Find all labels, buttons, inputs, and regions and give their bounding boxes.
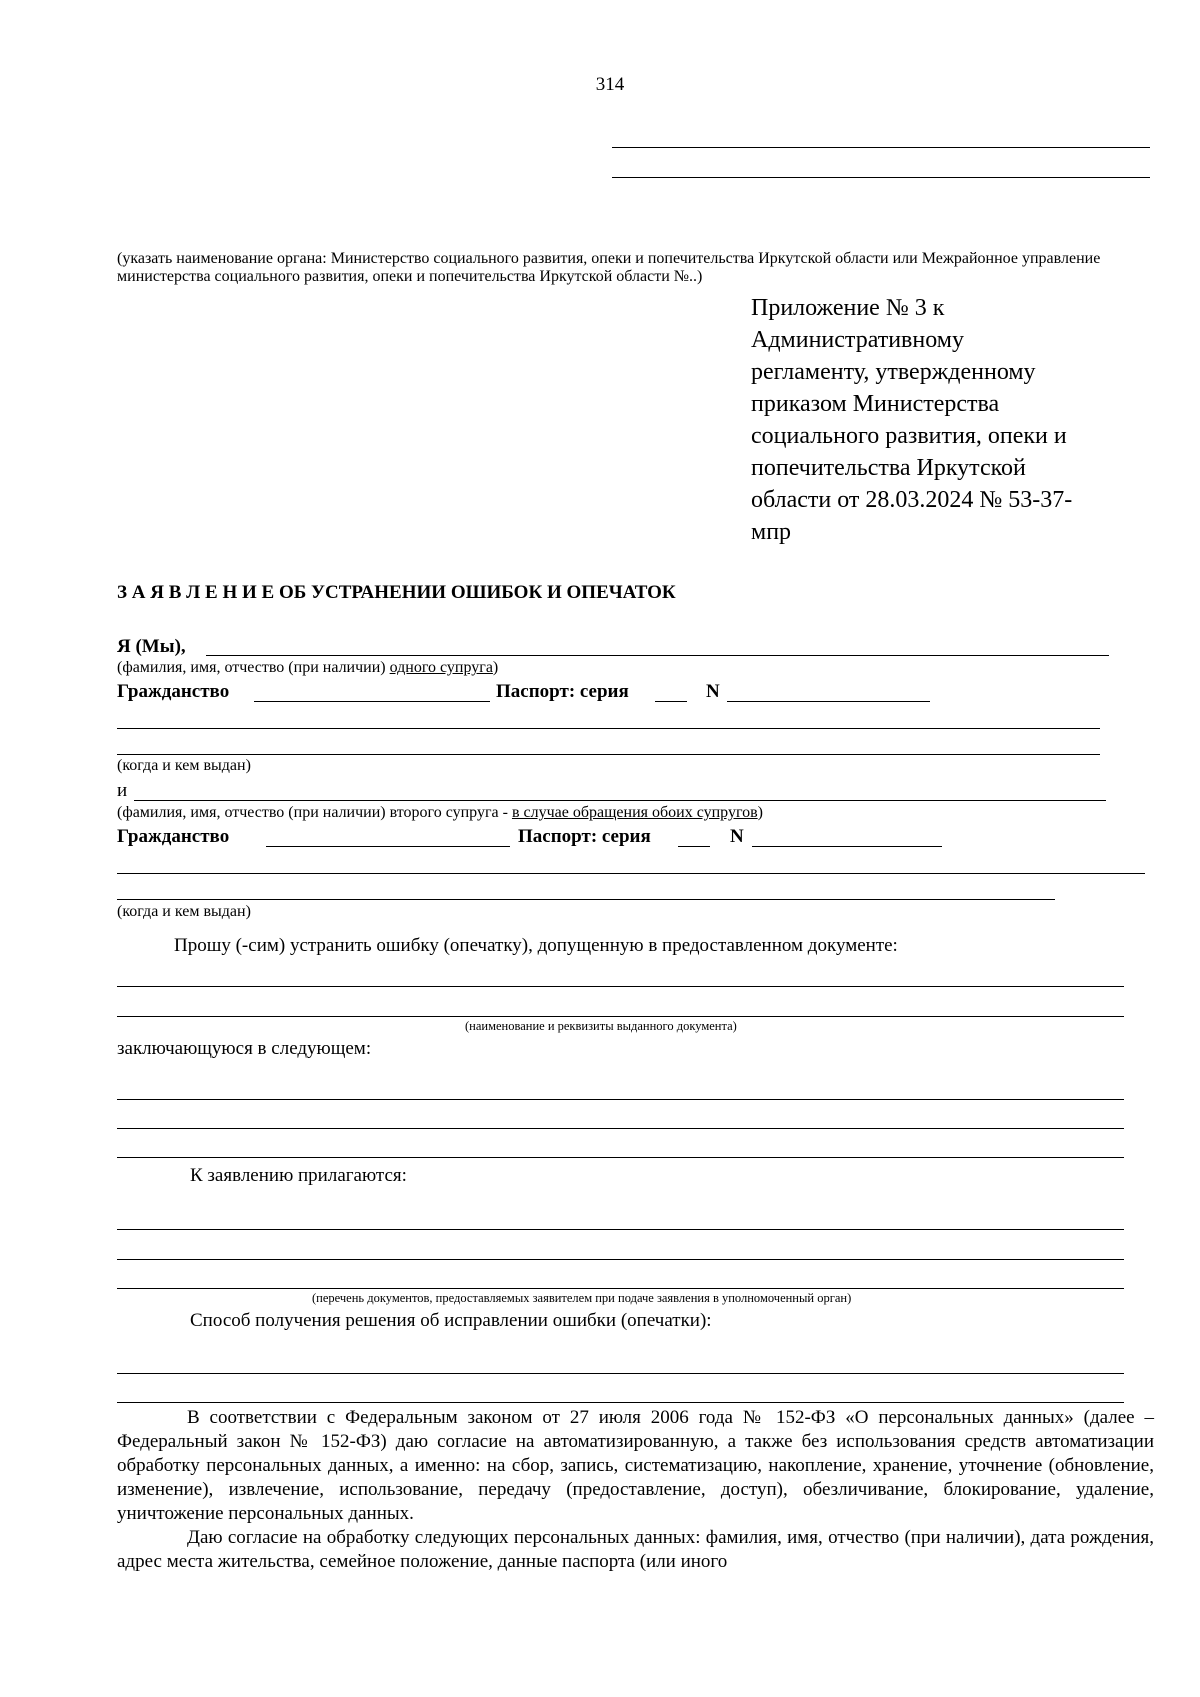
appendix-block [751,292,1171,548]
appendix-line: мпр [751,519,792,545]
passport-label-1 [496,681,629,703]
issued-line-2a[interactable] [117,873,1145,874]
page-number: 314 [595,74,625,95]
attached-text: К заявлению прилагаются: [190,1165,407,1186]
addressee-line-1 [612,147,1150,148]
and-label: и [117,780,128,801]
document-line-2[interactable] [117,1016,1124,1017]
series-field-1[interactable] [655,701,687,702]
citizenship-field-2[interactable] [266,846,510,847]
request-text: Прошу (-сим) устранить ошибку (опечатку), допущенную в предоставленном документе: [174,935,898,956]
consisting-line-1[interactable] [117,1099,1124,1100]
consisting-line-2[interactable] [117,1128,1124,1129]
method-line-1[interactable] [117,1373,1124,1374]
consent-paragraph-2: Даю согласие на обработку следующих персональных данных: фамилия, имя, отчество (при наличии), дата рождения, адрес места жительства, семейное положение, данные паспорта (или иного [117,1527,1154,1572]
consent-block [117,1406,1154,1574]
citizenship-label-2: Гражданство [117,826,230,847]
spouse2-caption-link: в случае обращения обоих супругов [511,804,758,821]
number-field-2[interactable] [752,846,942,847]
number-field-1[interactable] [727,701,930,702]
document-line-1[interactable] [117,986,1124,987]
consisting-line-3[interactable] [117,1157,1124,1158]
issued-caption-2: (когда и кем выдан) [117,903,251,920]
spouse1-caption [117,659,498,677]
attached-caption: (перечень документов, предоставляемых заявителем при подаче заявления в уполномоченный орган) [312,1291,852,1305]
issued-line-1a[interactable] [117,728,1100,729]
authority-note: (указать наименование органа: Министерство социального развития, опеки и попечительства Иркутской области или Межрайонное управление министерства социального развития, опеки и попечительства Иркутской области №..) [117,250,1101,285]
appendix-line: социального развития, опеки и [751,423,1067,449]
series-word: : серия [590,826,651,847]
citizenship-label-1: Гражданство [117,681,230,702]
form-title: З А Я В Л Е Н И Е ОБ УСТРАНЕНИИ ОШИБОК И ОПЕЧАТОК [117,582,676,603]
consent-paragraph-1: В соответствии с Федеральным законом от 27 июля 2006 года № 152-ФЗ «О персональных данных» (далее – Федеральный закон № 152-ФЗ) даю согласие на автоматизированную, а также без использования средств автоматизации обработку персональных данных, а именно: на сбор, запись, систематизацию, накопление, хранение, уточнение (обновление, изменение), извлечение, использование, передачу (предоставление, доступ), обезличивание, блокирование, удаление, уничтожение персональных данных. [117,1407,1154,1524]
method-text: Способ получения решения об исправлении ошибки (опечатки): [190,1310,712,1331]
passport-label-2 [518,826,651,848]
addressee-line-2 [612,177,1150,178]
issued-line-2b[interactable] [117,899,1055,900]
appendix-line: приказом Министерства [751,391,1000,417]
number-label-1: N [706,681,720,702]
consisting-text: заключающуюся в следующем: [117,1038,372,1059]
i-we-label: Я (Мы), [117,636,186,657]
issued-line-1b[interactable] [117,754,1100,755]
spouse1-caption-suffix: ) [492,659,499,676]
spouse2-caption [117,804,763,822]
spouse2-caption-suffix: ) [757,804,763,821]
spouse2-name-field[interactable] [134,800,1106,801]
method-line-2[interactable] [117,1402,1124,1403]
series-field-2[interactable] [678,846,710,847]
appendix-line: области от 28.03.2024 № 53-37- [751,487,1073,513]
attached-line-2[interactable] [117,1259,1124,1260]
appendix-line: Приложение № 3 к [751,295,945,321]
attached-line-1[interactable] [117,1229,1124,1230]
spouse1-caption-prefix: (фамилия, имя, отчество (при наличии) [117,659,386,676]
appendix-line: попечительства Иркутской [751,455,1026,481]
spouse1-caption-link: одного супруга [389,659,493,676]
appendix-line: регламенту, утвержденному [751,359,1036,385]
document-caption: (наименование и реквизиты выданного документа) [465,1019,737,1033]
number-label-2: N [730,826,744,847]
spouse1-name-field[interactable] [206,655,1109,656]
issued-caption-1: (когда и кем выдан) [117,757,251,774]
passport-word: Паспорт [518,826,591,847]
series-word: : серия [568,681,629,702]
attached-line-3[interactable] [117,1288,1124,1289]
appendix-line: Административному [751,327,964,353]
spouse2-caption-prefix: (фамилия, имя, отчество (при наличии) второго супруга - [117,804,512,821]
passport-word: Паспорт [496,681,569,702]
citizenship-field-1[interactable] [254,701,490,702]
